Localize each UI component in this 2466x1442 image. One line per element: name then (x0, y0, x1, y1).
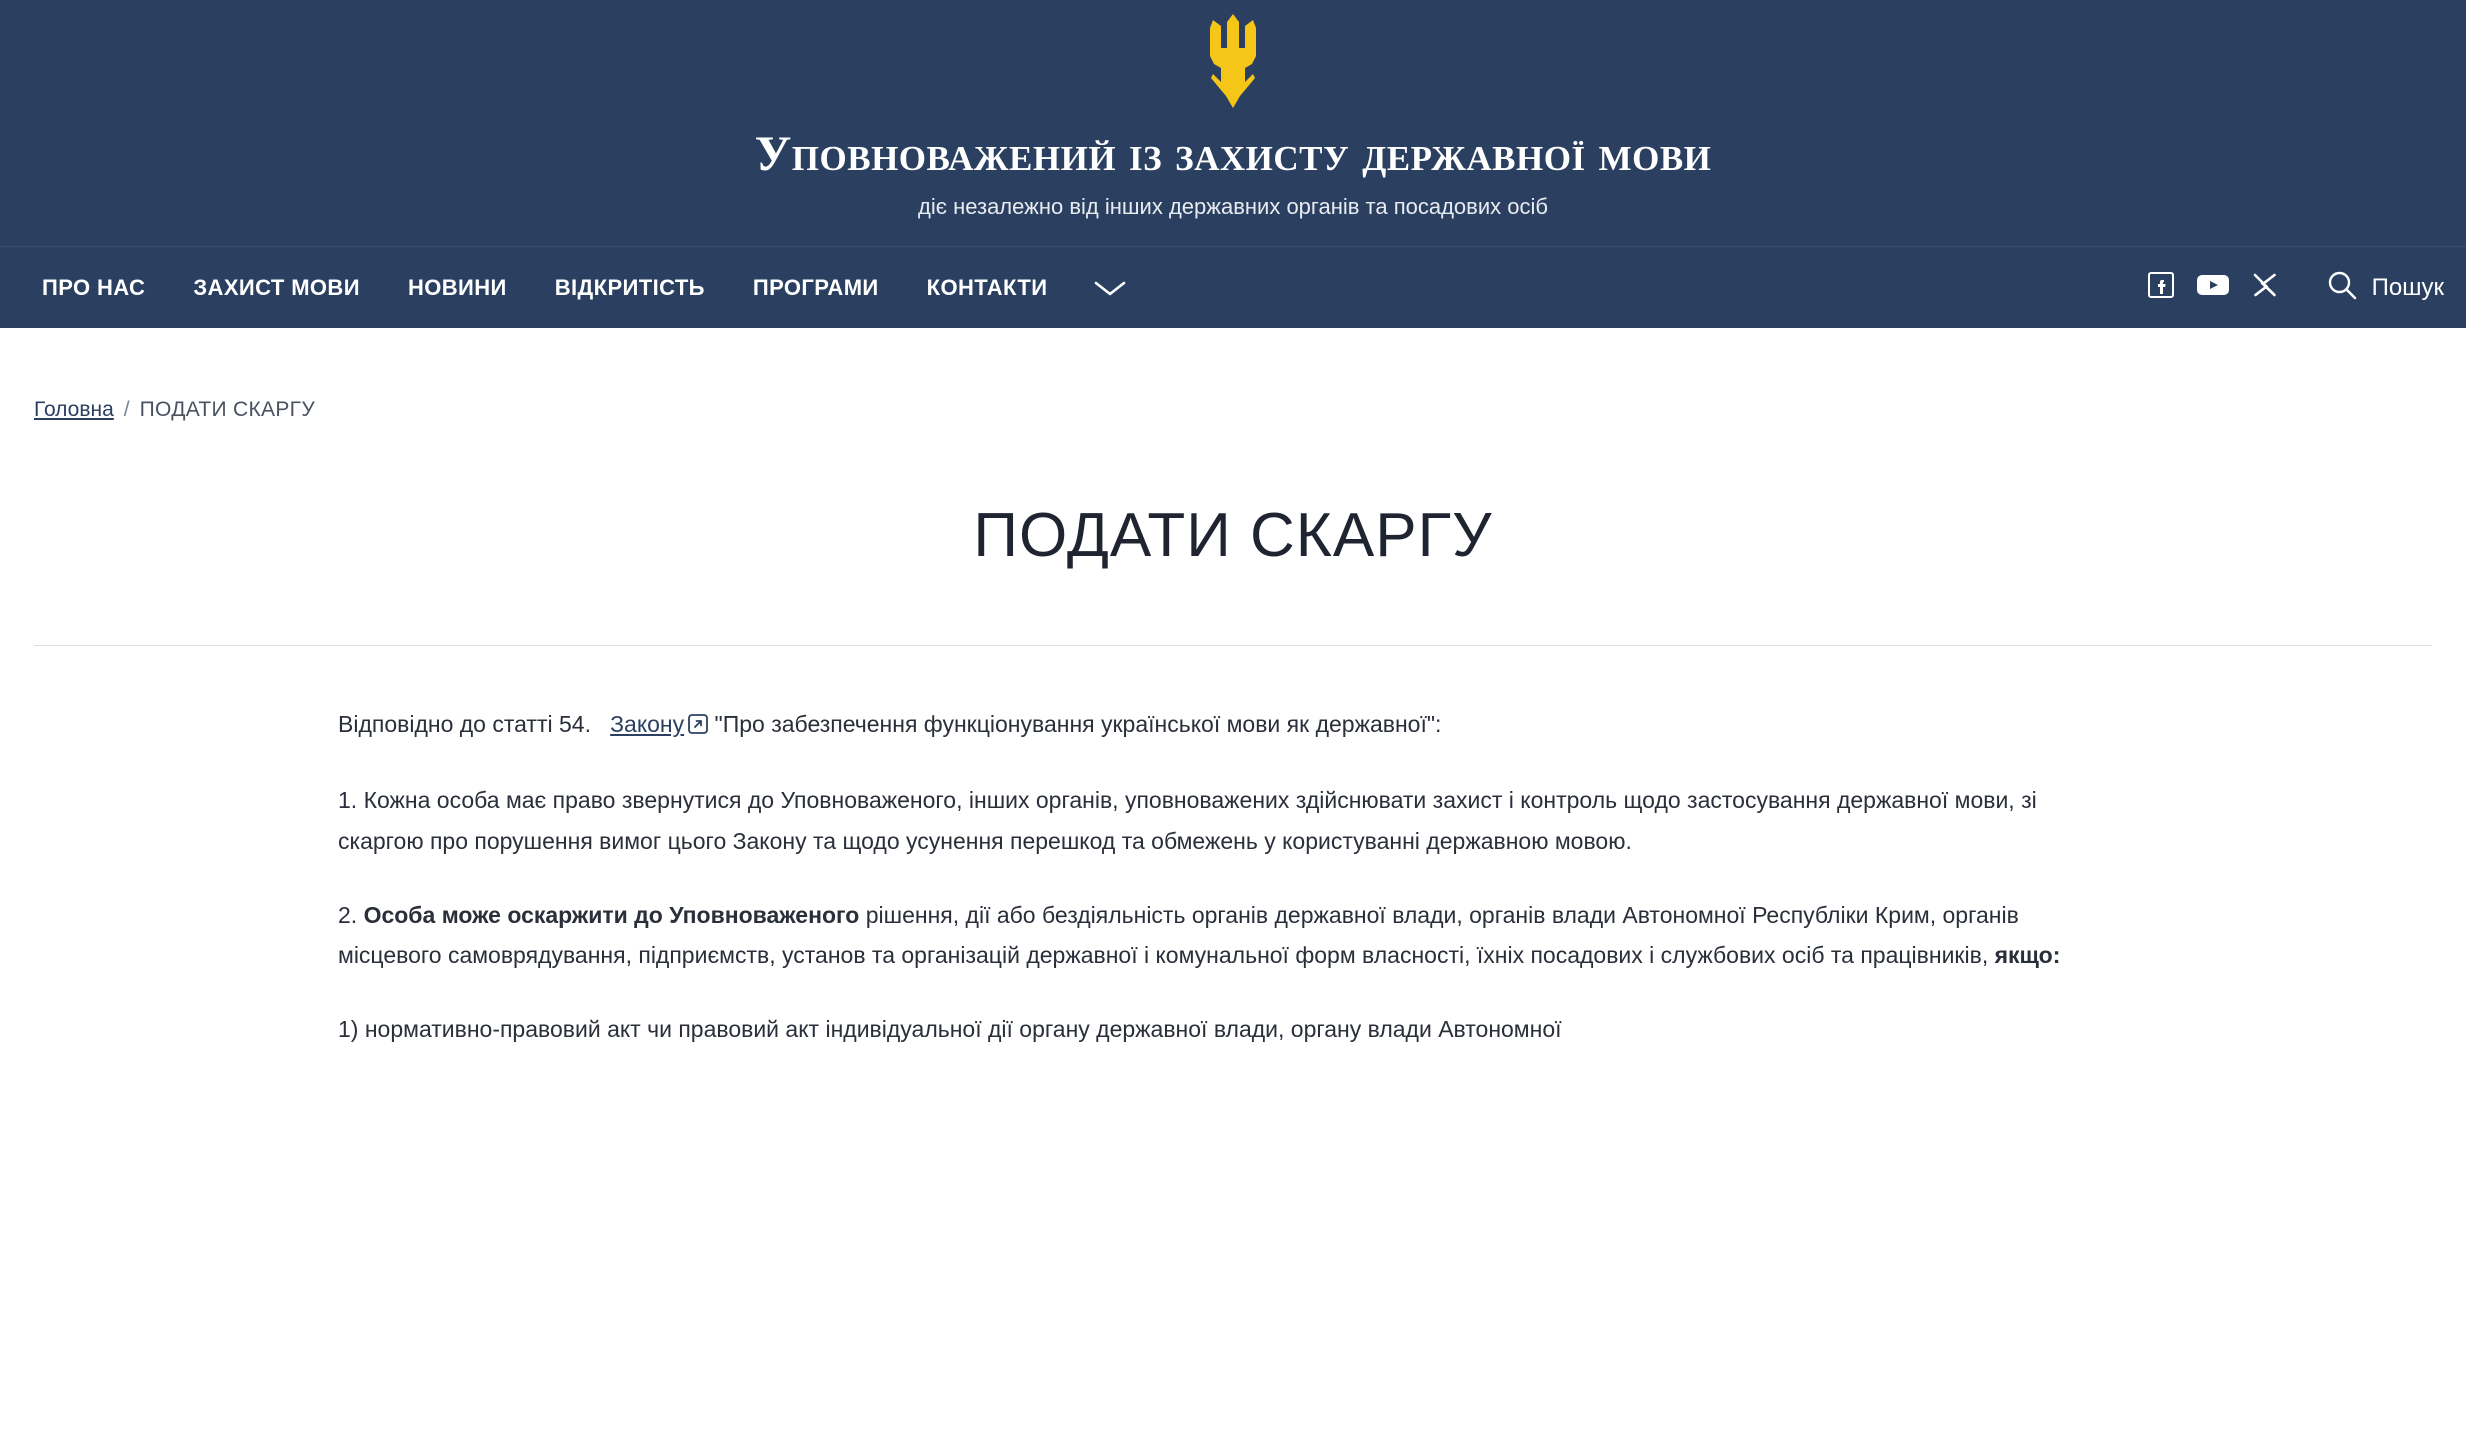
x-twitter-icon[interactable] (2252, 272, 2278, 303)
nav-item-openness[interactable]: ВІДКРИТІСТЬ (554, 274, 705, 300)
breadcrumb (0, 398, 2466, 422)
nav-item-language-protection[interactable]: ЗАХИСТ МОВИ (193, 274, 360, 300)
nav-item-contacts[interactable]: КОНТАКТИ (926, 274, 1048, 300)
social-links (2148, 272, 2278, 303)
intro-suffix: "Про забезпечення функціонування української мови як державної": (714, 711, 1442, 737)
header-right-tools (2148, 269, 2444, 306)
nav-item-programs[interactable]: ПРОГРАМИ (752, 274, 879, 300)
site-subtitle: діє незалежно від інших державних органів та посадових осіб (918, 194, 1548, 219)
header-branding (0, 4, 2466, 220)
nav-item-about[interactable]: ПРО НАС (42, 274, 146, 300)
facebook-icon[interactable] (2148, 272, 2174, 303)
search-button[interactable] (2326, 269, 2444, 306)
site-header (0, 0, 2466, 328)
paragraph-1: 1. Кожна особа має право звернутися до Уповноваженого, інших органів, уповноважених здійснювати захист і контроль щодо застосування державної мови, зі скаргою про порушення вимог цього Закону та щодо усунення перешкод та обмежень у користуванні державною мовою. (338, 787, 2037, 854)
intro-paragraph (338, 704, 2128, 746)
chevron-down-icon[interactable] (1093, 278, 1127, 298)
page-title: ПОДАТИ СКАРГУ (973, 501, 1493, 570)
search-label: Пошук (2371, 273, 2444, 301)
youtube-icon[interactable] (2196, 272, 2230, 303)
site-title: Уповноважений із захисту державної мови (754, 125, 1712, 181)
nav-items (0, 265, 1127, 311)
nav-item-news[interactable]: НОВИНИ (407, 274, 507, 300)
breadcrumb-current: ПОДАТИ СКАРГУ (139, 398, 315, 421)
ukraine-trident-emblem-icon (1196, 12, 1270, 110)
paragraph-2 (338, 895, 2128, 976)
law-link[interactable]: Закону (610, 711, 685, 737)
paragraph-2-body: рішення, дії або бездіяльність органів державної влади, органів влади Автономної Республіки Крим, органів місцевого самоврядування, підприємств, установ та організацій державної і комунальної форм власності, їхніх посадових і службових осіб та працівників, (338, 901, 2019, 968)
breadcrumb-home-link[interactable]: Головна (34, 398, 114, 421)
main-navigation (0, 246, 2466, 328)
paragraph-3: 1) нормативно-правовий акт чи правовий акт індивідуальної дії органу державної влади, органу влади Автономної (338, 1016, 1562, 1043)
article-content (338, 646, 2128, 1050)
breadcrumb-separator: / (123, 398, 130, 421)
paragraph-2-number: 2. (338, 901, 358, 928)
paragraph-2-bold-lead: Особа може оскаржити до Уповноваженого (363, 901, 860, 928)
paragraph-2-bold-end: якщо: (1994, 942, 2061, 968)
intro-prefix: Відповідно до статті 54. (338, 711, 591, 737)
external-link-icon[interactable] (688, 706, 708, 746)
search-icon (2326, 269, 2358, 306)
